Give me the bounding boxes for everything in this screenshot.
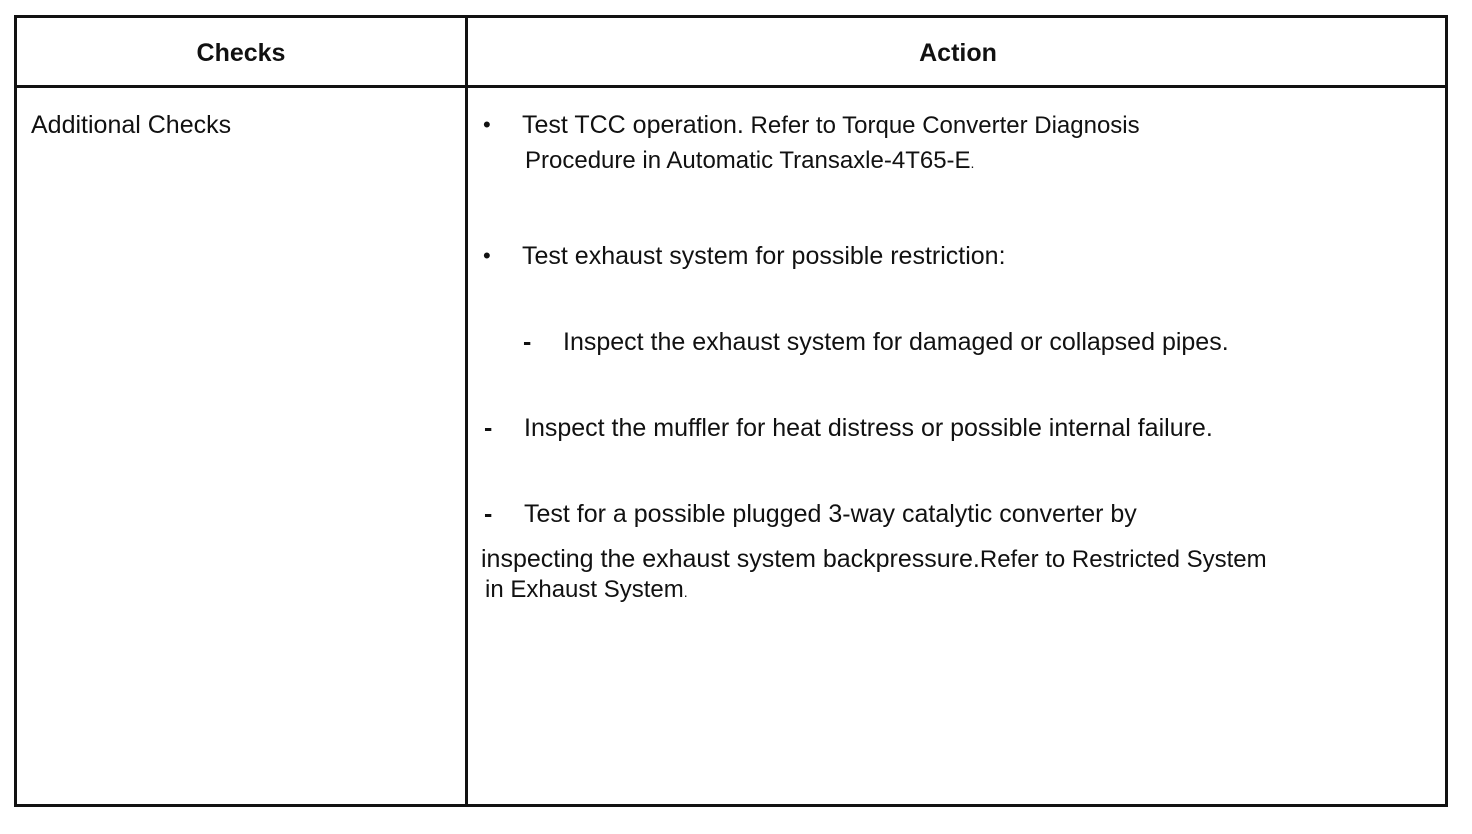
ref-restricted-system: Refer to Restricted System (979, 546, 1267, 573)
bullet-2: • (483, 243, 491, 268)
action-test-tcc-ref-line2 (525, 146, 974, 178)
sub-test-catalytic-line1: Test for a possible plugged 3-way catalytic converter by (524, 500, 1137, 528)
ref-exhaust-system: in Exhaust System (485, 576, 684, 603)
header-checks: Checks (196, 39, 286, 67)
header-action: Action (919, 39, 997, 67)
sub-test-catalytic-backpressure: inspecting the exhaust system backpressure. (481, 545, 980, 573)
dash-1: - (523, 328, 532, 356)
dash-2: - (484, 414, 493, 442)
bullet-1: • (483, 112, 491, 137)
action-test-exhaust: Test exhaust system for possible restriction: (522, 242, 1006, 270)
sub-inspect-pipes: Inspect the exhaust system for damaged or collapsed pipes. (563, 328, 1229, 356)
diagnostic-table (14, 15, 1448, 807)
sub-test-catalytic-line3 (485, 575, 688, 607)
header-divider (17, 85, 1445, 88)
action-test-tcc-main: Test TCC operation. (522, 111, 744, 139)
check-additional-checks: Additional Checks (31, 111, 232, 139)
action-test-tcc-ref: Refer to Torque Converter Diagnosis (743, 112, 1140, 139)
sub-inspect-muffler: Inspect the muffler for heat distress or possible internal failure. (524, 414, 1213, 442)
column-divider (465, 18, 468, 804)
action-test-tcc (522, 110, 1140, 141)
ref-period-1: . (970, 155, 975, 171)
ref-period-2: . (683, 584, 688, 600)
sub-test-catalytic-line2 (481, 544, 1267, 575)
ref-torque-converter-procedure: Procedure in Automatic Transaxle-4T65-E (525, 147, 971, 174)
dash-3: - (484, 500, 493, 528)
